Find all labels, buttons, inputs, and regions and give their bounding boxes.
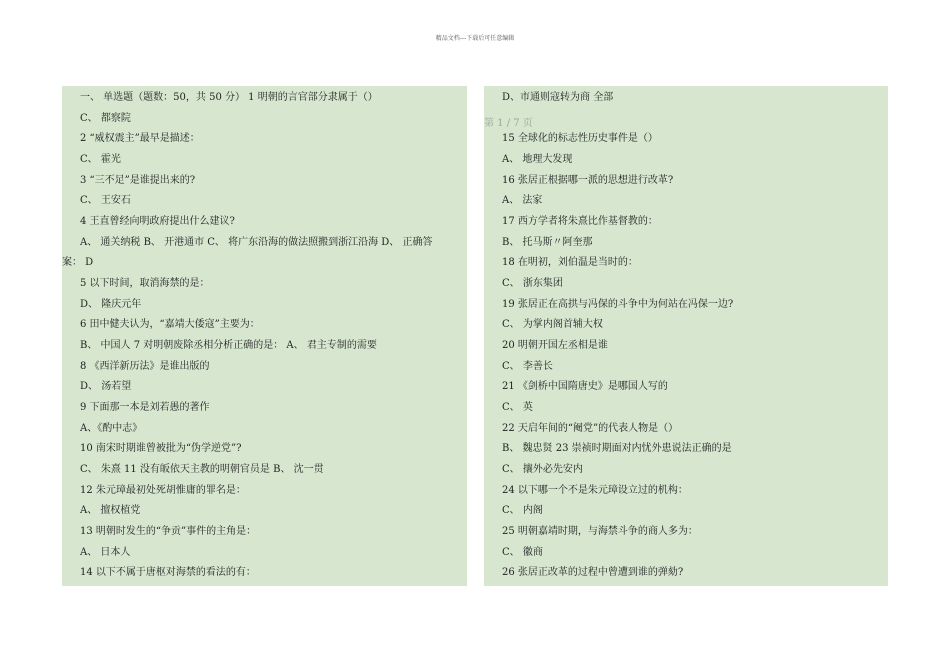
text-line: 19 张居正在高拱与冯保的斗争中为何站在冯保一边? [502,299,734,310]
text-line: C、 英 [502,402,533,413]
text-line: 14 以下不属于唐枢对海禁的看法的有： [80,567,256,578]
text-line: A、 擅权植党 [80,505,141,516]
text-line: A、《酌中志》 [80,423,143,434]
text-line: 13 明朝时发生的“争贡”事件的主角是： [80,526,257,537]
text-line: 25 明朝嘉靖时期，与海禁斗争的商人多为： [502,526,698,537]
text-line: C、 王安石 [80,195,131,206]
text-line: D、 汤若望 [80,381,132,392]
text-line: 12 朱元璋最初处死胡惟庸的罪名是： [80,485,246,496]
text-line: 3 “三不足”是谁提出来的? [80,175,196,186]
left-column [62,86,467,586]
text-line: 24 以下哪一个不是朱元璋设立过的机构： [502,485,688,496]
text-line: D、 隆庆元年 [80,299,142,310]
right-column [484,86,888,586]
text-line: 2 “威权震主”最早是描述： [80,133,200,144]
text-line: 6 田中健夫认为，“嘉靖大倭寇”主要为： [80,319,260,330]
text-line: C、 李善长 [502,361,553,372]
text-line: C、 都察院 [80,113,131,124]
text-line: C、 为掌内阁首辅大权 [502,319,603,330]
text-line: A、 日本人 [80,547,131,558]
text-line: B、 魏忠贤 23 崇祯时期面对内忧外患说法正确的是 [502,443,732,454]
text-line: A、 法家 [502,195,543,206]
text-line: 8 《西洋新历法》是谁出版的 [80,361,210,372]
text-line: 4 王直曾经向明政府提出什么建议? [80,216,235,227]
text-line: C、 内阁 [502,505,543,516]
text-line: 17 西方学者将朱熹比作基督教的： [502,216,658,227]
text-line: 一、 单选题（题数：50，共 50 分） 1 明朝的言官部分隶属于（） [80,92,378,103]
text-line: 9 下面那一本是刘若愚的著作 [80,402,210,413]
text-line: C、 徽商 [502,547,543,558]
text-line: 18 在明初，刘伯温是当时的： [502,257,638,268]
text-line: B、 托马斯〃阿奎那 [502,237,593,248]
text-line: A、 地理大发现 [502,154,573,165]
page-header: 精品文档---下载后可任意编辑 [435,35,515,42]
text-line: 15 全球化的标志性历史事件是（） [502,133,658,144]
text-line: 10 南宋时期谁曾被批为“伪学逆党”? [80,443,242,454]
text-line: D、市通则寇转为商 全部 [502,92,614,103]
page-number: 第 1 / 7 页 [484,118,533,129]
text-line: 21 《剑桥中国隋唐史》是哪国人写的 [502,381,668,392]
text-line: C、 霍光 [80,154,121,165]
text-line: 16 张居正根据哪一派的思想进行改革? [502,175,674,186]
text-line: C、 攘外必先安内 [502,464,583,475]
text-line: 案： D [62,257,94,268]
text-line: 26 张居正改革的过程中曾遭到谁的弹劾? [502,567,684,578]
text-line: 20 明朝开国左丞相是谁 [502,340,608,351]
text-line: A、 通关纳税 B、 开港通市 C、 将广东沿海的做法照搬到浙江沿海 D、 正确答 [80,237,433,248]
text-line: 22 天启年间的“阉党”的代表人物是（） [502,423,679,434]
text-line: B、 中国人 7 对明朝废除丞相分析正确的是： A、 君主专制的需要 [80,340,377,351]
text-line: C、 朱熹 11 没有皈依天主教的明朝官员是 B、 沈一贯 [80,464,324,475]
text-line: 5 以下时间，取消海禁的是： [80,278,210,289]
text-line: C、 浙东集团 [502,278,563,289]
